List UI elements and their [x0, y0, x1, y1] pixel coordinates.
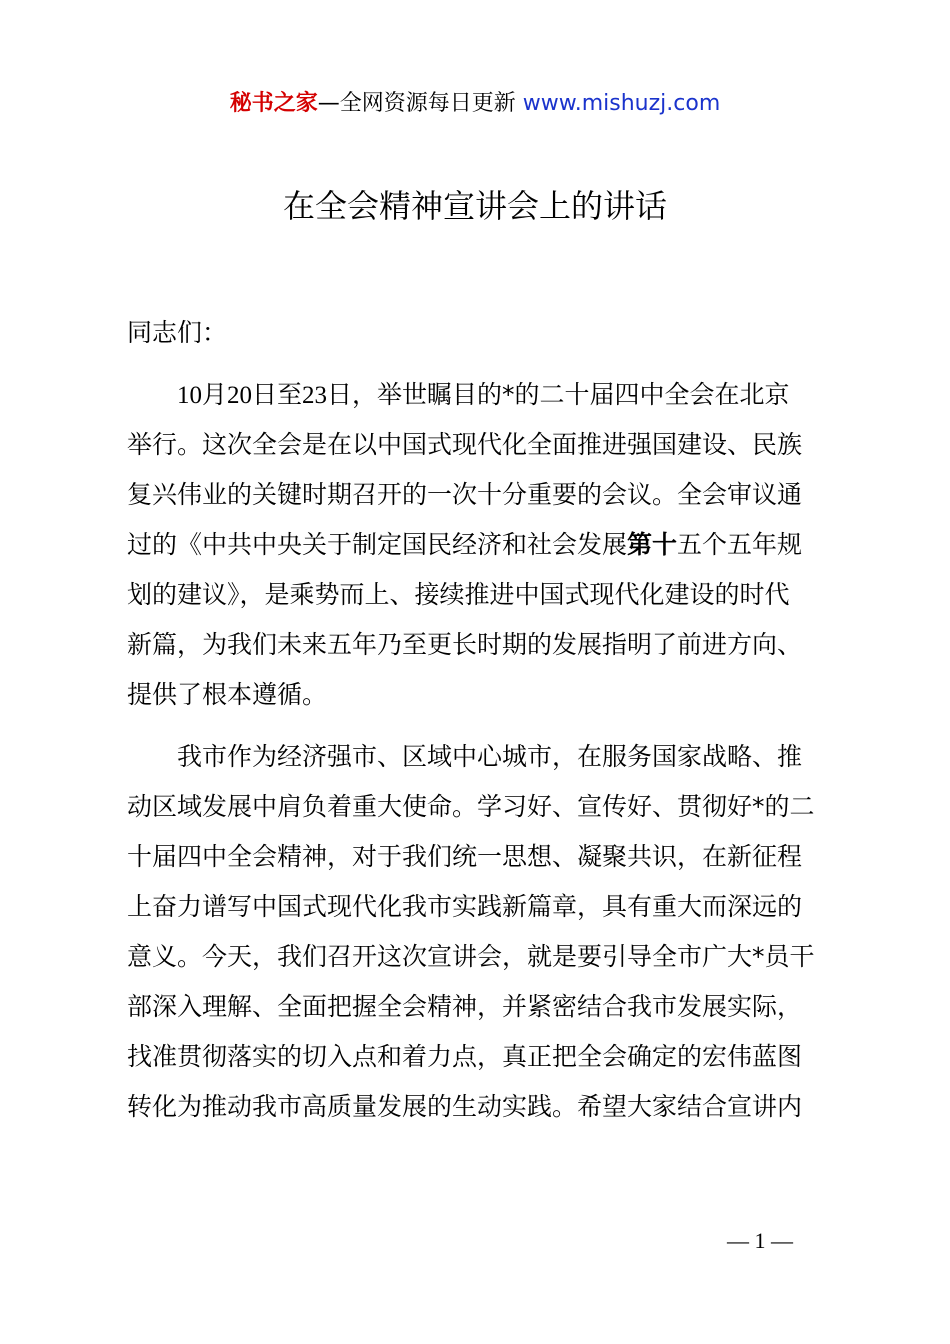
- paragraph-1-line-1-text: 日，举世瞩目的*的二十届四中全会在北京: [327, 380, 790, 409]
- document-title: 在全会精神宣讲会上的讲话: [282, 187, 667, 225]
- salutation: 同志们：: [127, 318, 228, 347]
- paragraph-2-line-1: 我市作为经济强市、区域中心城市，在服务国家战略、推: [177, 742, 803, 771]
- date-number: 23: [302, 382, 328, 409]
- month-char: 月: [202, 380, 228, 409]
- line-4-text-end: 五个五年规: [677, 530, 803, 559]
- paragraph-2-line-4: 上奋力谱写中国式现代化我市实践新篇章，具有重大而深远的: [127, 892, 803, 921]
- emphasized-text: 第十: [627, 530, 678, 559]
- banner-slogan: —全网资源每日更新: [317, 91, 516, 116]
- paragraph-1-line-7: 提供了根本遵循。: [127, 680, 328, 709]
- day-char: 日至: [252, 380, 303, 409]
- date-number: 10: [177, 382, 202, 409]
- paragraph-2-line-5: 意义。今天，我们召开这次宣讲会，就是要引导全市广大*员干: [127, 942, 815, 971]
- paragraph-2-line-6: 部深入理解、全面把握全会精神，并紧密结合我市发展实际，: [127, 992, 803, 1021]
- line-4-text-start: 过的《中共中央关于制定国民经济和社会发展: [127, 530, 628, 559]
- date-number: 20: [227, 382, 253, 409]
- paragraph-1-line-6: 新篇，为我们未来五年乃至更长时期的发展指明了前进方向、: [127, 630, 803, 659]
- paragraph-1-line-5: 划的建议》，是乘势而上、接续推进中国式现代化建设的时代: [127, 580, 790, 609]
- paragraph-2-line-7: 找准贯彻落实的切入点和着力点，真正把全会确定的宏伟蓝图: [127, 1042, 803, 1071]
- paragraph-2: [127, 732, 833, 1132]
- brand-name: 秘书之家: [229, 91, 318, 116]
- paragraph-1: [127, 370, 833, 720]
- site-url-link[interactable]: www.mishuzj.com: [522, 91, 721, 116]
- paragraph-1-line-4: [127, 520, 833, 570]
- page-number: — 1 —: [727, 1228, 793, 1253]
- paragraph-1-line-3: 复兴伟业的关键时期召开的一次十分重要的会议。全会审议通: [127, 480, 803, 509]
- document-body: [127, 308, 833, 1132]
- paragraph-1-line-2: 举行。这次全会是在以中国式现代化全面推进强国建设、民族: [127, 430, 803, 459]
- paragraph-1-line-1: [127, 370, 833, 420]
- site-banner: [0, 88, 950, 120]
- paragraph-2-line-3: 十届四中全会精神，对于我们统一思想、凝聚共识，在新征程: [127, 842, 803, 871]
- paragraph-2-line-8: 转化为推动我市高质量发展的生动实践。希望大家结合宣讲内: [127, 1092, 803, 1121]
- paragraph-2-line-2: 动区域发展中肩负着重大使命。学习好、宣传好、贯彻好*的二: [127, 792, 815, 821]
